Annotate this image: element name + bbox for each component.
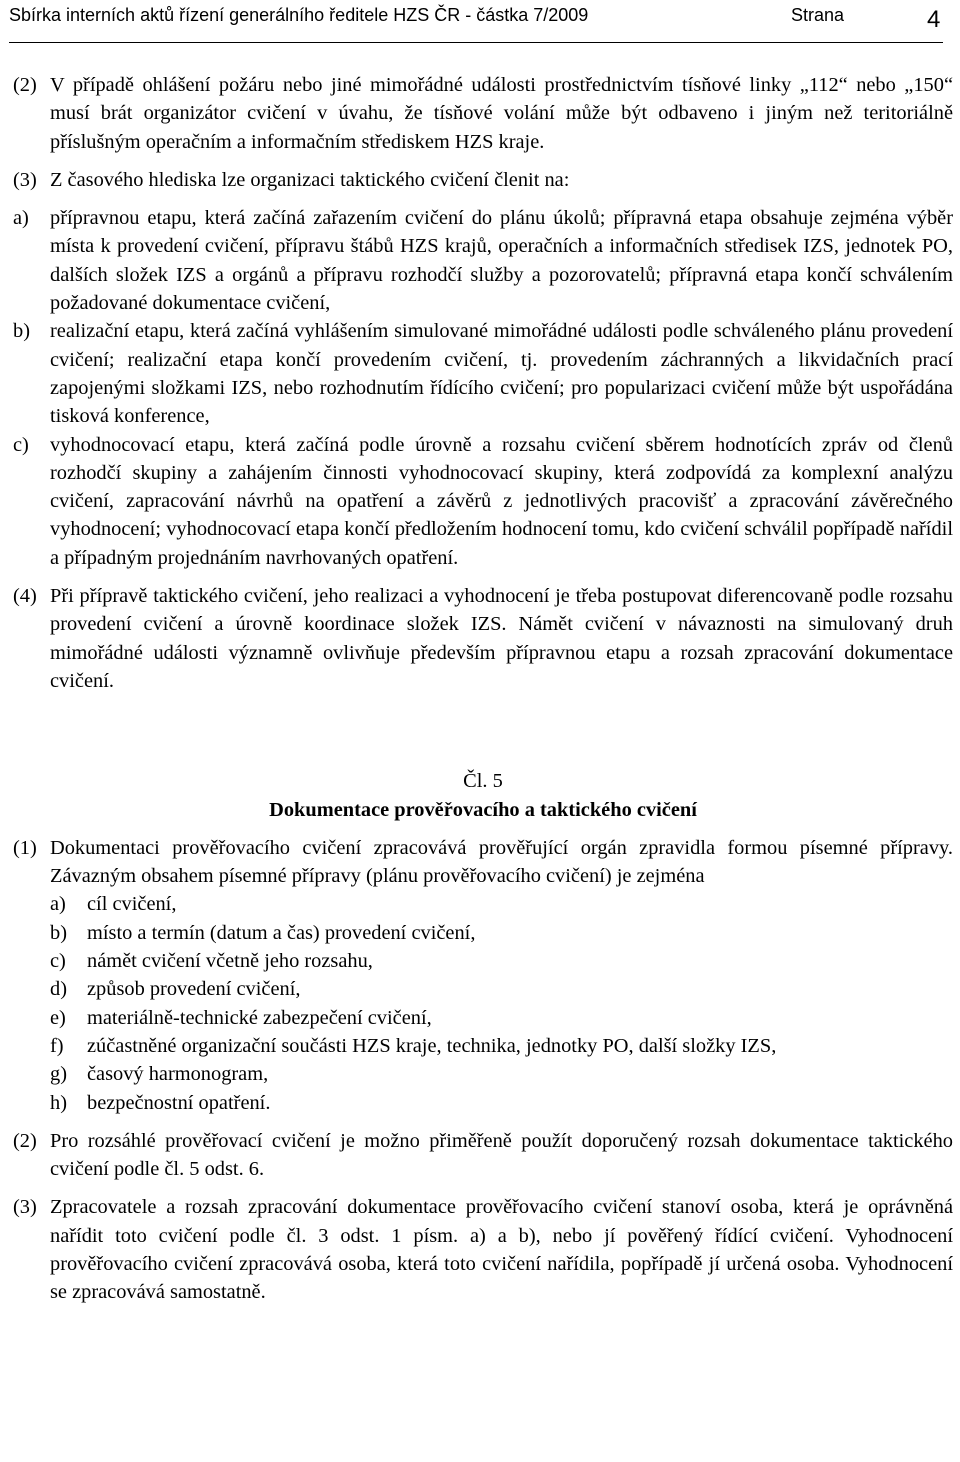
paragraph-number: (3) — [13, 1196, 37, 1219]
list-letter: b) — [13, 320, 30, 343]
list-item — [50, 1060, 953, 1088]
paragraph-number: (3) — [13, 168, 37, 191]
list-letter: e) — [50, 1006, 66, 1029]
list-text: způsob provedení cvičení, — [87, 978, 301, 1001]
list-letter: a) — [50, 893, 66, 916]
list-letter: b) — [50, 921, 67, 944]
list-item — [50, 947, 953, 975]
list-text: zúčastněné organizační součásti HZS kraje, technika, jednotky PO, další složky IZS, — [87, 1034, 777, 1057]
list-text: přípravnou etapu, která začíná zařazením cvičení do plánu úkolů; přípravná etapa obsahuje zejména výběr místa k provedení cvičení, přípravu štábů HZS krajů, operačních a informačních středisek IZS, jednotek PO, dalších složek IZS a orgánů a přípravu rozhodčí služby a pozorovatelů; přípravná etapa končí schválením požadované dokumentace cvičení, — [50, 207, 953, 315]
collection-title: Sbírka interních aktů řízení generálního ředitele HZS ČR - částka 7/2009 — [9, 5, 589, 25]
paragraph-4 — [13, 582, 953, 695]
list-item — [13, 204, 953, 317]
article-paragraph-2 — [13, 1127, 953, 1184]
list-letter: d) — [50, 978, 67, 1001]
page-label: Strana — [791, 5, 845, 25]
article-paragraph-3 — [13, 1193, 953, 1306]
list-letter: f) — [50, 1034, 64, 1057]
list-text: bezpečnostní opatření. — [87, 1091, 271, 1114]
list-item — [50, 1089, 953, 1117]
paragraph-text: Při přípravě taktického cvičení, jeho realizaci a vyhodnocení je třeba postupovat diferencovaně podle rozsahu provedení cvičení a úrovně koordinace složek IZS. Námět cvičení v návaznosti na simulovaný druh mimořádné události významně ovlivňuje především přípravnou etapu a rozsah zpracování dokumentace cvičení. — [50, 585, 953, 692]
list-item — [13, 431, 953, 572]
list-text: vyhodnocovací etapu, která začíná podle úrovně a rozsahu cvičení sběrem hodnotících zpráv od členů rozhodčí skupiny a zahájením činnosti vyhodnocovací skupiny, která zodpovídá za komplexní analýzu cvičení, zapracování návrhů na opatření a závěrů z jednotlivých pracovišť a zpracování závěrečného vyhodnocení; vyhodnocovací etapa končí předložením hodnocení tomu, kdo cvičení schválil popřípadě nařídil a případným projednáním navrhovaných opatření. — [50, 433, 953, 569]
page-number: 4 — [927, 6, 941, 33]
list-letter: a) — [13, 207, 29, 230]
list-text: realizační etapu, která začíná vyhlášením simulované mimořádné události podle schváleného plánu provedení cvičení; realizační etapa končí provedením cvičení, tj. provedením záchranných a likvidačních prací zapojenými složkami IZS, nebo rozhodnutím řídícího cvičení; pro popularizaci cvičení může být uspořádána tisková konference, — [50, 320, 953, 428]
list-letter: h) — [50, 1091, 67, 1114]
list-item — [50, 890, 953, 918]
list-text: časový harmonogram, — [87, 1063, 269, 1086]
article-number: Čl. 5 — [463, 770, 503, 793]
paragraph-text: Pro rozsáhlé prověřovací cvičení je možno přiměřeně použít doporučený rozsah dokumentace taktického cvičení podle čl. 5 odst. 6. — [50, 1129, 953, 1181]
list-item — [13, 317, 953, 430]
paragraph-2 — [13, 71, 953, 156]
paragraph-text: Zpracovatele a rozsah zpracování dokumentace prověřovacího cvičení stanoví osoba, která je oprávněná nařídit toto cvičení podle čl. 3 odst. 1 písm. a) a b), nebo jí pověřený řídící cvičení. Vyhodnocení prověřovacího cvičení zpracovává osoba, která toto cvičení nařídila, popřípadě jí určená osoba. Vyhodnocení se zpracovává samostatně. — [50, 1196, 953, 1304]
list-text: materiálně-technické zabezpečení cvičení, — [87, 1006, 432, 1029]
article-paragraph-1 — [13, 834, 953, 891]
paragraph-number: (2) — [13, 74, 37, 96]
page-header — [9, 0, 943, 43]
list-item — [50, 975, 953, 1003]
paragraph-text: Dokumentaci prověřovacího cvičení zpracovává prověřující orgán zpravidla formou písemné přípravy. Závazným obsahem písemné přípravy (plánu prověřovacího cvičení) je zejména — [50, 836, 953, 888]
list-text: námět cvičení včetně jeho rozsahu, — [87, 950, 373, 973]
document-body — [13, 71, 953, 1307]
list-item — [50, 1004, 953, 1032]
requirements-list — [13, 890, 953, 1116]
paragraph-3 — [13, 166, 953, 194]
list-letter: g) — [50, 1063, 67, 1086]
paragraph-number: (2) — [13, 1129, 37, 1152]
paragraph-text: V případě ohlášení požáru nebo jiné mimořádné události prostřednictvím tísňové linky „112“ nebo „150“ musí brát organizátor cvičení v úvahu, že tísňové volání může být odbaveno i jiným než teritoriálně příslušným operačním a informačním střediskem HZS kraje. — [50, 74, 953, 153]
list-letter: c) — [50, 950, 66, 973]
paragraph-number: (1) — [13, 836, 37, 859]
article-title: Dokumentace prověřovacího a taktického cvičení — [269, 798, 697, 821]
paragraph-number: (4) — [13, 585, 37, 608]
list-letter: c) — [13, 433, 29, 456]
list-item — [50, 919, 953, 947]
list-text: cíl cvičení, — [87, 893, 177, 916]
paragraph-text: Z časového hlediska lze organizaci taktického cvičení členit na: — [50, 168, 570, 191]
list-item — [50, 1032, 953, 1060]
list-text: místo a termín (datum a čas) provedení cvičení, — [87, 921, 476, 944]
